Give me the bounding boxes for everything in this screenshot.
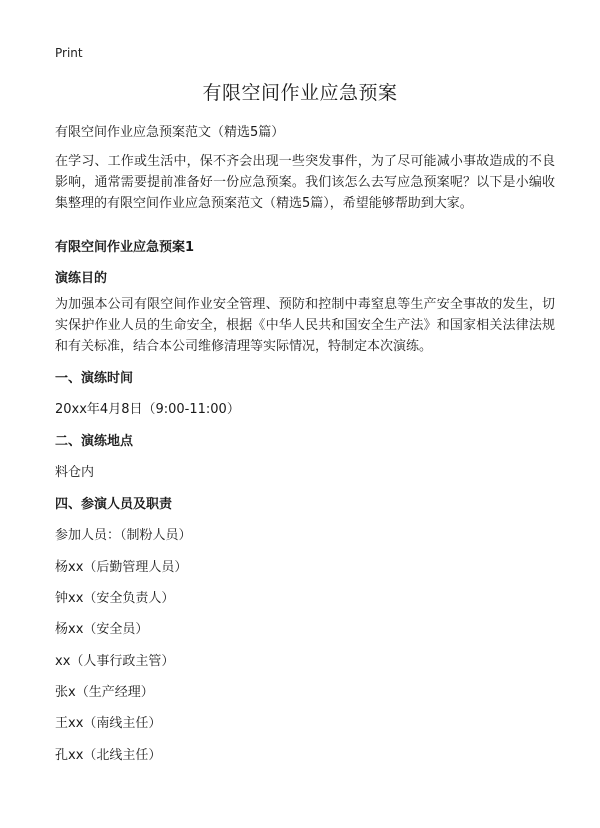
print-label[interactable]: Print bbox=[55, 46, 83, 60]
place-text: 料仓内 bbox=[55, 465, 95, 480]
people-heading: 四、参演人员及职责 bbox=[55, 497, 173, 512]
place-heading: 二、演练地点 bbox=[55, 434, 134, 449]
people-item: xx（人事行政主管） bbox=[55, 654, 175, 669]
people-item: 杨xx（后勤管理人员） bbox=[55, 560, 188, 575]
people-item: 张x（生产经理） bbox=[55, 685, 154, 700]
time-heading: 一、演练时间 bbox=[55, 371, 134, 386]
people-item: 钟xx（安全负责人） bbox=[55, 591, 175, 606]
people-item: 参加人员：（制粉人员） bbox=[55, 528, 192, 543]
document-title: 有限空间作业应急预案 bbox=[202, 82, 398, 104]
people-item: 杨xx（安全员） bbox=[55, 622, 149, 637]
time-text: 20xx年4月8日（9:00-11:00） bbox=[55, 402, 240, 417]
people-item: 王xx（南线主任） bbox=[55, 716, 162, 731]
section-heading: 有限空间作业应急预案1 bbox=[55, 240, 195, 255]
purpose-paragraph: 为加强本公司有限空间作业安全管理、预防和控制中毒窒息等生产安全事故的发生，切实保护作业人员的生命安全，根据《中华人民共和国安全生产法》和国家相关法律法规和有关标准，结合本公司维修清理等实际情况，特制定本次演练。 bbox=[55, 297, 555, 354]
intro-paragraph: 在学习、工作或生活中，保不齐会出现一些突发事件，为了尽可能减小事故造成的不良影响，通常需要提前准备好一份应急预案。我们该怎么去写应急预案呢？以下是小编收集整理的有限空间作业应急预案范文（精选5篇），希望能够帮助到大家。 bbox=[55, 154, 555, 211]
people-item: 孔xx（北线主任） bbox=[55, 748, 162, 763]
document-subtitle: 有限空间作业应急预案范文（精选5篇） bbox=[55, 125, 285, 140]
purpose-heading: 演练目的 bbox=[55, 271, 108, 286]
